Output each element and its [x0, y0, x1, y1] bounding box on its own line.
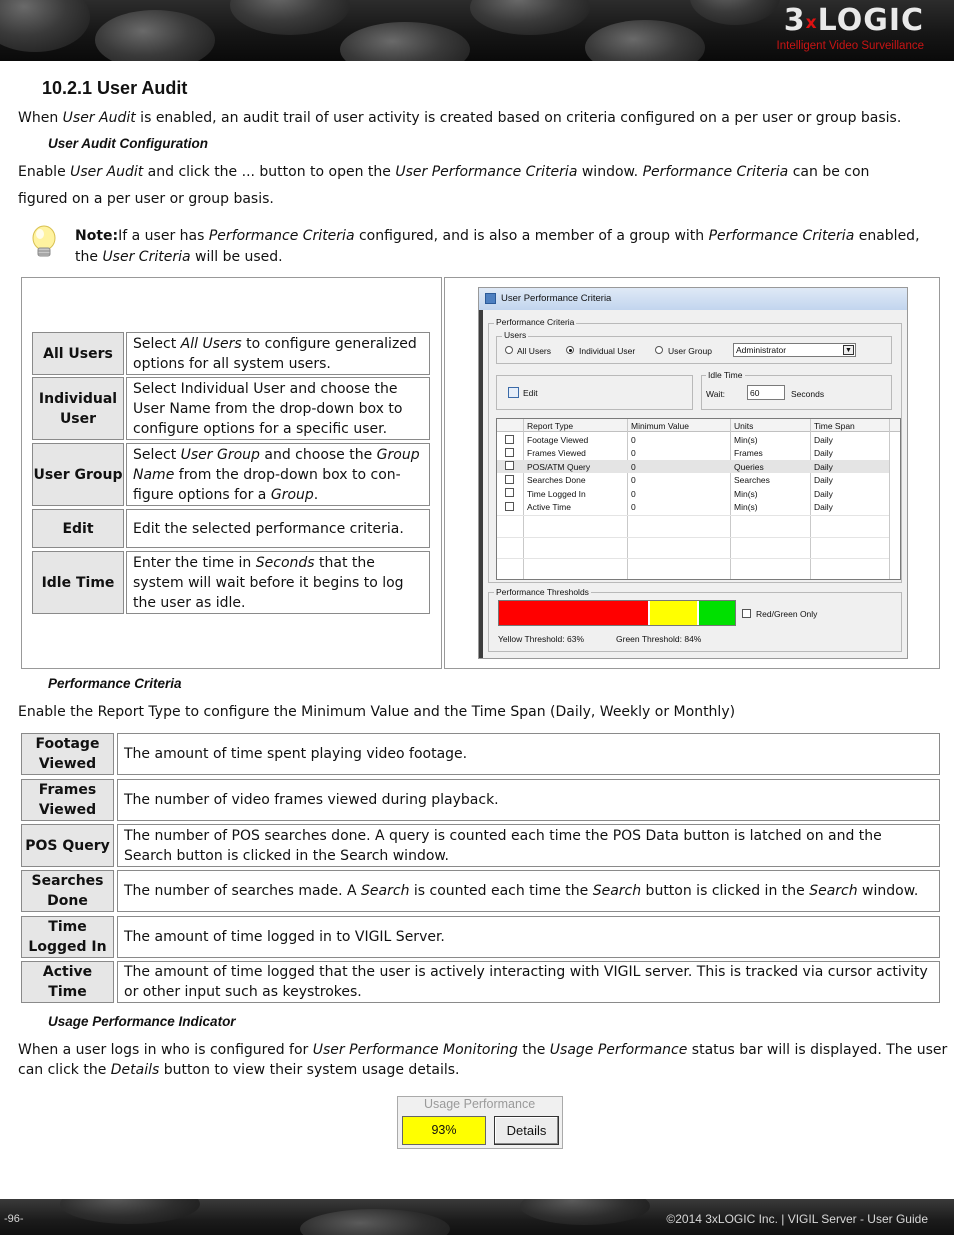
wait-input-value: 60 — [750, 388, 760, 398]
threshold-red-segment — [499, 601, 648, 625]
option-desc-edit: Edit the selected performance criteria. — [126, 509, 430, 548]
row-report-type: Footage Viewed — [527, 435, 589, 445]
row-report-type: Frames Viewed — [527, 448, 586, 458]
row-units: Min(s) — [734, 502, 758, 512]
row-units: Queries — [734, 462, 764, 472]
row-checkbox[interactable] — [505, 435, 514, 444]
user-dropdown[interactable] — [733, 343, 856, 357]
criteria-label-searches-done: Searches Done — [21, 870, 114, 912]
page-header — [0, 0, 954, 61]
option-label-idle-time: Idle Time — [32, 551, 124, 614]
config-paragraph-line2: figured on a per user or group basis. — [18, 191, 274, 207]
row-min-value: 0 — [631, 462, 636, 472]
option-desc-individual-user: Select Individual User and choose the User Name from the drop-down box to configure options for a specific user. — [126, 377, 430, 440]
col-time-span[interactable]: Time Span — [814, 421, 855, 431]
red-green-only-checkbox[interactable] — [742, 609, 751, 618]
threshold-bar[interactable] — [498, 600, 736, 626]
option-label-user-group: User Group — [32, 443, 124, 506]
chevron-down-icon[interactable]: ▼ — [843, 345, 854, 355]
row-checkbox[interactable] — [505, 475, 514, 484]
usage-status-bar: 93% — [402, 1116, 486, 1145]
row-min-value: 0 — [631, 475, 636, 485]
col-units[interactable]: Units — [734, 421, 754, 431]
thresholds-group-label: Performance Thresholds — [496, 587, 589, 597]
row-min-value: 0 — [631, 502, 636, 512]
logo-tagline: Intelligent Video Surveillance — [776, 40, 924, 52]
user-dropdown-value: Administrator — [736, 345, 787, 355]
green-threshold-text: Green Threshold: 84% — [616, 634, 702, 644]
seconds-label: Seconds — [791, 389, 825, 399]
usage-heading: Usage Performance Indicator — [48, 1014, 236, 1029]
row-min-value: 0 — [631, 448, 636, 458]
window-title: User Performance Criteria — [501, 293, 612, 304]
window-app-icon — [485, 293, 496, 304]
row-time-span: Daily — [814, 489, 833, 499]
company-logo: 3xLOGIC Intelligent Video Surveillance — [776, 3, 924, 52]
radio-individual-user-label: Individual User — [579, 346, 636, 356]
perf-criteria-intro: Enable the Report Type to configure the Minimum Value and the Time Span (Daily, Weekly or Monthly) — [18, 704, 736, 720]
radio-user-group-label: User Group — [668, 346, 712, 356]
usage-paragraph-line1: When a user logs in who is configured for User Performance Monitoring the Usage Performance status bar will is displayed. The user — [18, 1042, 948, 1058]
row-report-type: POS/ATM Query — [527, 462, 591, 472]
row-checkbox[interactable] — [505, 461, 514, 470]
window-titlebar — [479, 288, 907, 310]
radio-user-group[interactable] — [655, 346, 663, 354]
option-label-all-users: All Users — [32, 332, 124, 375]
perf-criteria-heading: Performance Criteria — [48, 676, 182, 691]
section-title: 10.2.1 User Audit — [42, 78, 188, 98]
row-report-type: Searches Done — [527, 475, 586, 485]
usage-performance-widget — [397, 1096, 563, 1149]
wait-label: Wait: — [706, 389, 726, 399]
usage-widget-title: Usage Performance — [424, 1097, 536, 1111]
page-footer — [0, 1199, 954, 1235]
lightbulb-icon — [30, 224, 60, 264]
criteria-desc-footage-viewed: The amount of time spent playing video footage. — [117, 733, 940, 775]
config-paragraph-line1: Enable User Audit and click the ... button to open the User Performance Criteria window. Performance Criteria can be con — [18, 164, 870, 180]
perf-criteria-group-label: Performance Criteria — [496, 317, 575, 327]
row-time-span: Daily — [814, 462, 833, 472]
option-desc-user-group: Select User Group and choose the Group Name from the drop-down box to con-figure options for a Group. — [126, 443, 430, 506]
edit-button[interactable]: Edit — [523, 388, 538, 398]
row-checkbox[interactable] — [505, 448, 514, 457]
config-heading: User Audit Configuration — [48, 136, 208, 151]
row-time-span: Daily — [814, 435, 833, 445]
criteria-grid — [496, 418, 901, 580]
criteria-label-time-logged-in: Time Logged In — [21, 916, 114, 958]
users-group-label: Users — [504, 330, 527, 340]
row-units: Frames — [734, 448, 763, 458]
criteria-desc-frames-viewed: The number of video frames viewed during playback. — [117, 779, 940, 821]
row-min-value: 0 — [631, 489, 636, 499]
threshold-green-segment — [697, 601, 735, 625]
criteria-desc-searches-done: The number of searches made. A Search is counted each time the Search button is clicked in the Search window. — [117, 870, 940, 912]
row-units: Searches — [734, 475, 770, 485]
red-green-only-label: Red/Green Only — [756, 609, 818, 619]
row-time-span: Daily — [814, 475, 833, 485]
row-units: Min(s) — [734, 435, 758, 445]
window-left-edge — [479, 310, 483, 658]
yellow-threshold-text: Yellow Threshold: 63% — [498, 634, 585, 644]
row-checkbox[interactable] — [505, 488, 514, 497]
criteria-label-pos-query: POS Query — [21, 824, 114, 867]
option-label-individual-user: Individual User — [32, 377, 124, 440]
row-time-span: Daily — [814, 448, 833, 458]
wait-input[interactable] — [747, 385, 785, 400]
threshold-yellow-segment — [648, 601, 698, 625]
col-minimum-value[interactable]: Minimum Value — [631, 421, 689, 431]
option-label-edit: Edit — [32, 509, 124, 548]
page-number: -96- — [4, 1213, 24, 1225]
footer-copyright: ©2014 3xLOGIC Inc. | VIGIL Server - User Guide — [666, 1212, 928, 1226]
row-report-type: Active Time — [527, 502, 571, 512]
row-min-value: 0 — [631, 435, 636, 445]
option-desc-all-users: Select All Users to configure generalized options for all system users. — [126, 332, 430, 375]
option-desc-idle-time: Enter the time in Seconds that the system will wait before it begins to log the user as idle. — [126, 551, 430, 614]
row-units: Min(s) — [734, 489, 758, 499]
row-time-span: Daily — [814, 502, 833, 512]
row-report-type: Time Logged In — [527, 489, 586, 499]
radio-all-users[interactable] — [505, 346, 513, 354]
user-performance-criteria-window — [478, 287, 908, 659]
edit-icon[interactable] — [508, 387, 519, 398]
row-checkbox[interactable] — [505, 502, 514, 511]
note-line1: Note:If a user has Performance Criteria configured, and is also a member of a group with Performance Criteria enabled, — [75, 228, 920, 244]
criteria-label-footage-viewed: Footage Viewed — [21, 733, 114, 775]
col-report-type[interactable]: Report Type — [527, 421, 574, 431]
criteria-desc-time-logged-in: The amount of time logged in to VIGIL Server. — [117, 916, 940, 958]
details-button[interactable]: Details — [494, 1116, 559, 1145]
note-line2: the User Criteria will be used. — [75, 249, 283, 265]
criteria-label-frames-viewed: Frames Viewed — [21, 779, 114, 821]
criteria-label-active-time: Active Time — [21, 961, 114, 1003]
usage-paragraph-line2: can click the Details button to view their system usage details. — [18, 1062, 460, 1078]
radio-all-users-label: All Users — [517, 346, 552, 356]
criteria-desc-active-time: The amount of time logged that the user is actively interacting with VIGIL server. This is tracked via cursor activity or other input such as keystrokes. — [117, 961, 940, 1003]
section-intro: When User Audit is enabled, an audit trail of user activity is created based on criteria configured on a per user or group basis. — [18, 110, 902, 126]
radio-individual-user[interactable] — [566, 346, 574, 354]
criteria-desc-pos-query: The number of POS searches done. A query is counted each time the POS Data button is latched on and the Search button is clicked in the Search window. — [117, 824, 940, 867]
idle-time-group-label: Idle Time — [708, 370, 743, 380]
